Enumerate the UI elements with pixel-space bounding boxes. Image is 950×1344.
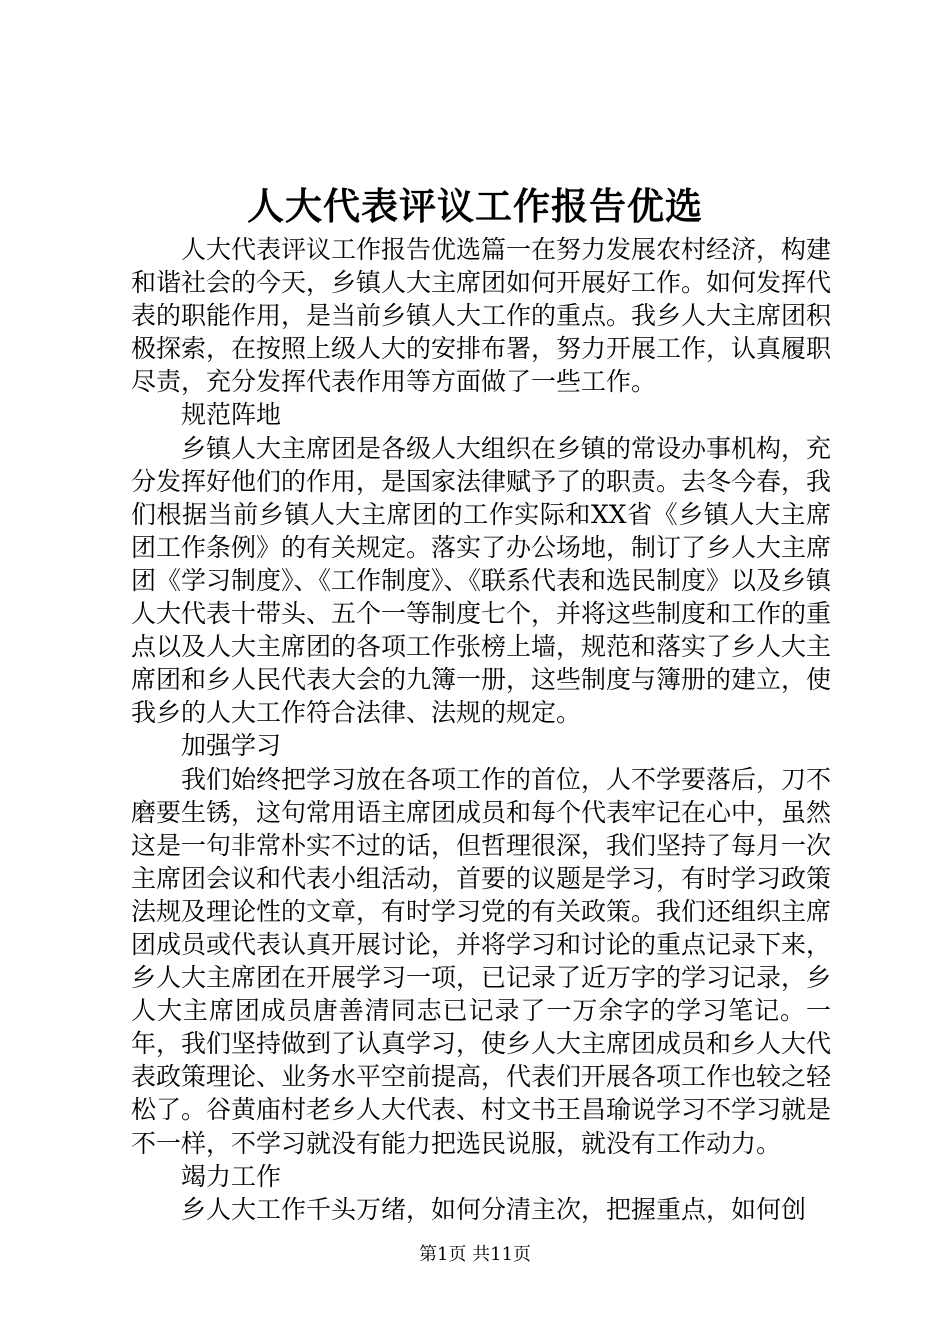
paragraph-work: 乡人大工作千头万绪，如何分清主次，把握重点，如何创	[181, 1194, 807, 1224]
document-title: 人大代表评议工作报告优选	[247, 184, 703, 228]
section-heading-study: 加强学习	[181, 731, 282, 761]
paragraph-study: 我们始终把学习放在各项工作的首位，人不学要落后，刀不磨要生锈，这句常用语主席团成员和每个代表牢记在心中，虽然这是一句非常朴实不过的话，但哲理很深，我们坚持了每月一次主席团会议和代表小组活动，首要的议题是学习，有时学习政策法规及理论性的文章，有时学习党的有关政策。我们还组织主席团成员或代表认真开展讨论，并将学习和讨论的重点记录下来，乡人大主席团在开展学习一项，已记录了近万字的学习记录，乡人大主席团成员唐善清同志已记录了一万余字的学习笔记。一年，我们坚持做到了认真学习，使乡人大主席团成员和乡人大代表政策理论、业务水平空前提高，代表们开展各项工作也较之轻松了。谷黄庙村老乡人大代表、村文书王昌瑜说学习不学习就是不一样，不学习就没有能力把选民说服，就没有工作动力。	[131, 764, 832, 1158]
section-heading-work: 竭力工作	[181, 1161, 282, 1191]
page-number-footer: 第1页 共11页	[418, 1244, 532, 1265]
paragraph-intro: 人大代表评议工作报告优选篇一在努力发展农村经济，构建和谐社会的今天，乡镇人大主席团如何开展好工作。如何发挥代表的职能作用，是当前乡镇人大工作的重点。我乡人大主席团积极探索，在按照上级人大的安排布署，努力开展工作，认真履职尽责，充分发挥代表作用等方面做了一些工作。	[131, 235, 832, 397]
document-body	[131, 233, 831, 1226]
section-heading-standardize: 规范阵地	[181, 400, 282, 430]
paragraph-standardize: 乡镇人大主席团是各级人大组织在乡镇的常设办事机构，充分发挥好他们的作用，是国家法律赋予了的职责。去冬今春，我们根据当前乡镇人大主席团的工作实际和XX省《乡镇人大主席团工作条例》的有关规定。落实了办公场地，制订了乡人大主席团《学习制度》、《工作制度》、《联系代表和选民制度》以及乡镇人大代表十带头、五个一等制度七个，并将这些制度和工作的重点以及人大主席团的各项工作张榜上墙，规范和落实了乡人大主席团和乡人民代表大会的九簿一册，这些制度与簿册的建立，使我乡的人大工作符合法律、法规的规定。	[131, 433, 832, 728]
